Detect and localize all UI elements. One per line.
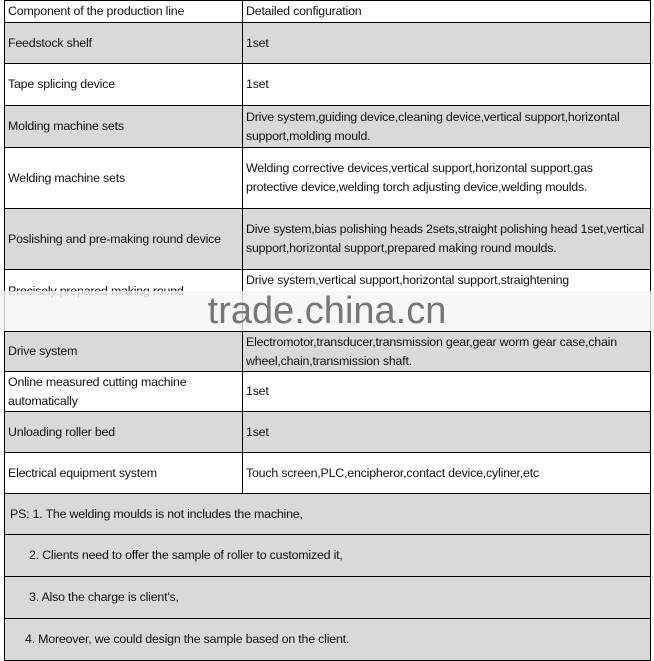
config-cell: Electromotor,transducer,transmission gear,gear worm gear case,chain wheel,chain,transmission shaft.	[243, 332, 651, 372]
table-row	[5, 64, 651, 106]
table-row	[5, 23, 651, 64]
component-cell: Feedstock shelf	[5, 23, 243, 64]
table-row	[5, 148, 651, 209]
component-cell: Molding machine sets	[5, 106, 243, 148]
table-row	[5, 106, 651, 148]
watermark-text: trade.china.cn	[207, 290, 447, 332]
note-text: 3. Also the charge is client's,	[5, 577, 651, 619]
component-cell: Unloading roller bed	[5, 412, 243, 453]
note-row	[5, 577, 651, 619]
table-header-row	[5, 1, 651, 23]
note-row	[5, 494, 651, 535]
config-cell: 1set	[243, 23, 651, 64]
component-cell: Poslishing and pre-making round device	[5, 209, 243, 270]
note-text: PS: 1. The welding moulds is not includes the machine,	[5, 494, 651, 535]
header-configuration: Detailed configuration	[243, 1, 651, 23]
header-component: Component of the production line	[5, 1, 243, 23]
component-cell: Welding machine sets	[5, 148, 243, 209]
config-cell: Dive system,bias polishing heads 2sets,straight polishing head 1set,vertical support,horizontal support,prepared making round moulds.	[243, 209, 651, 270]
table-row	[5, 209, 651, 270]
component-cell: Electrical equipment system	[5, 453, 243, 494]
table-row	[5, 372, 651, 412]
note-row	[5, 535, 651, 577]
config-cell: Drive system,guiding device,cleaning device,vertical support,horizontal support,molding mould.	[243, 106, 651, 148]
config-cell: Drive system,vertical support,horizontal support,straightening	[243, 270, 651, 332]
config-cell: 1set	[243, 412, 651, 453]
note-text: 4. Moreover, we could design the sample based on the client.	[5, 619, 651, 661]
table-row	[5, 412, 651, 453]
component-cell: Online measured cutting machine automatically	[5, 372, 243, 412]
table-row	[5, 453, 651, 494]
config-cell: 1set	[243, 64, 651, 106]
component-cell: Tape splicing device	[5, 64, 243, 106]
table-row	[5, 332, 651, 372]
component-cell: Drive system	[5, 332, 243, 372]
config-cell: Welding corrective devices,vertical support,horizontal support,gas protective device,welding torch adjusting device,welding moulds.	[243, 148, 651, 209]
note-text: 2. Clients need to offer the sample of roller to customized it,	[5, 535, 651, 577]
note-row	[5, 619, 651, 661]
config-cell: 1set	[243, 372, 651, 412]
config-cell: Touch screen,PLC,encipheror,contact device,cyliner,etc	[243, 453, 651, 494]
